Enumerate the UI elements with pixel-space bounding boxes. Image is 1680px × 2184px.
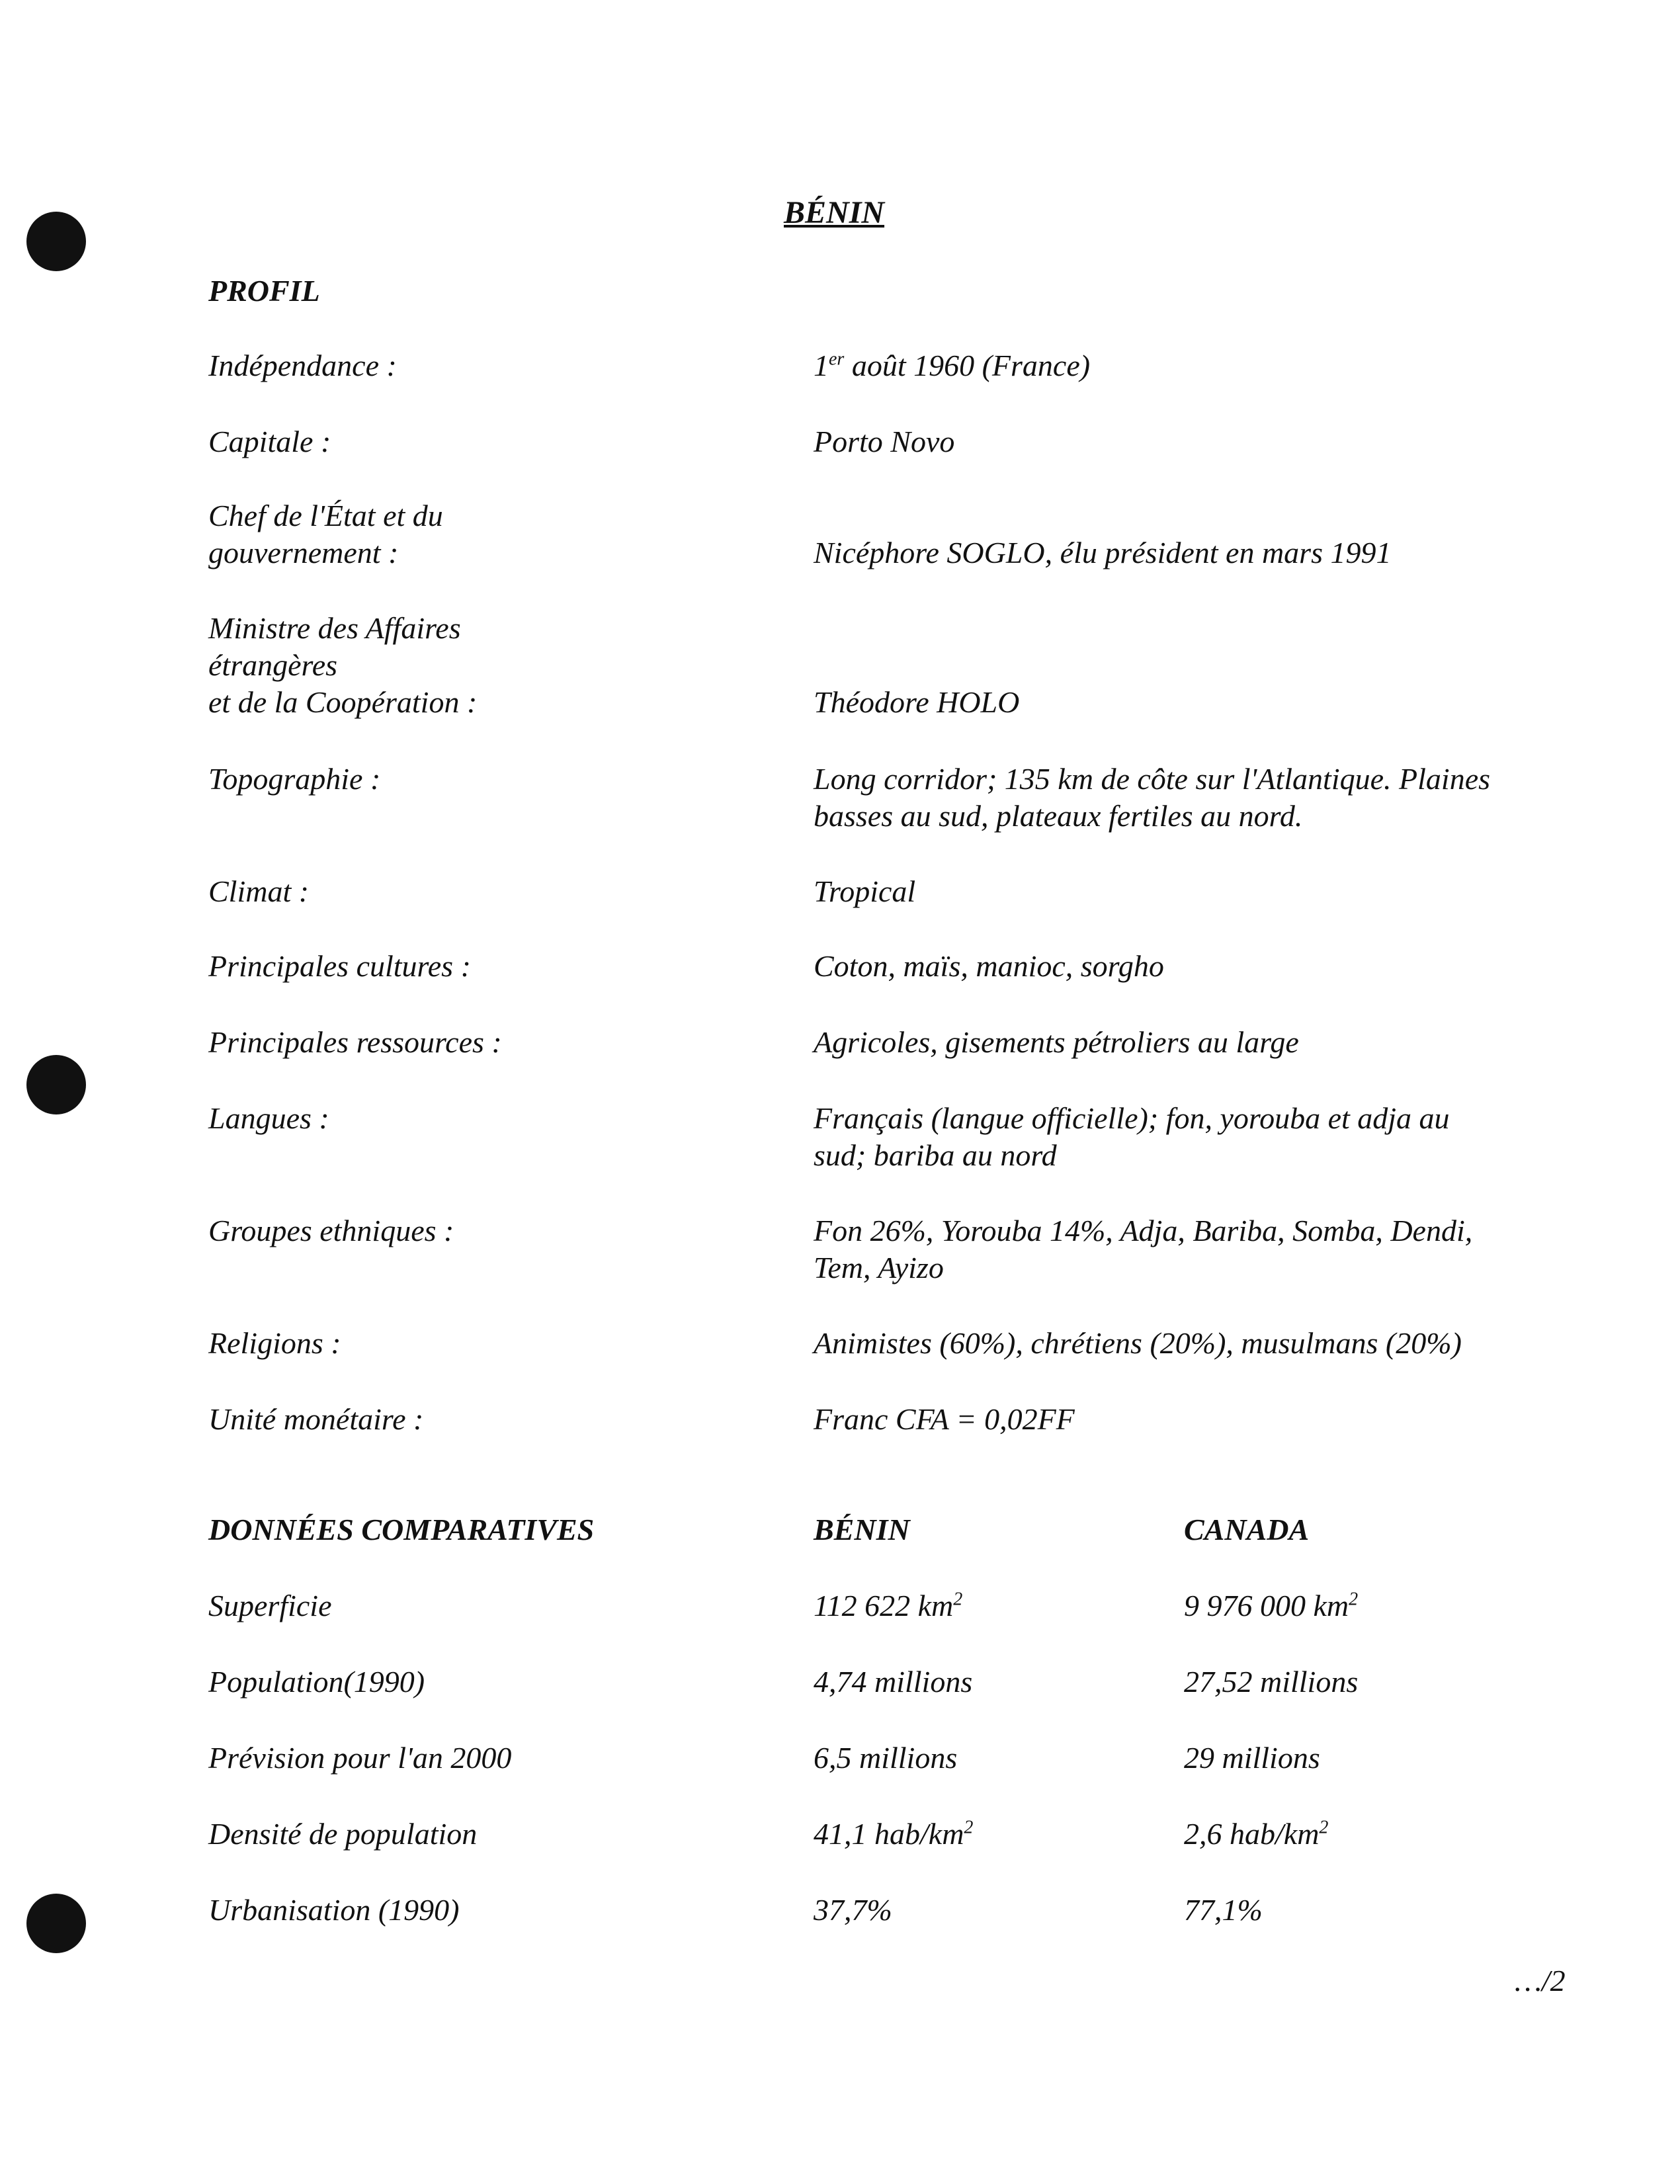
value-ressources: Agricoles, gisements pétroliers au large [814, 1025, 1299, 1059]
label-topographie: Topographie : [208, 762, 381, 796]
value-cultures: Coton, maïs, manioc, sorgho [814, 949, 1164, 983]
punch-hole-top [26, 212, 86, 271]
label-chef-etat-line1: Chef de l'État et du [208, 499, 443, 532]
comp-canada-superficie: 9 976 000 $km^2$ [1184, 1589, 1359, 1622]
punch-hole-bottom [26, 1894, 86, 1953]
label-chef-etat-line2: gouvernement : [208, 536, 399, 569]
comp-benin-population: 4,74 millions [814, 1665, 973, 1699]
label-groupes: Groupes ethniques : [208, 1214, 454, 1247]
label-ministre-line1: Ministre des Affaires [208, 611, 461, 645]
value-langues-line2: sud; bariba au nord [814, 1138, 1057, 1172]
comp-label-densite: Densité de population [208, 1817, 478, 1851]
label-cultures: Principales cultures : [208, 949, 471, 983]
comparative-heading: DONNÉES COMPARATIVES [208, 1513, 595, 1546]
label-climat: Climat : [208, 874, 310, 908]
page-title: BÉNIN [784, 195, 885, 230]
label-ministre-line3: et de la Coopération : [208, 685, 478, 719]
comparative-col-canada: CANADA [1184, 1513, 1310, 1546]
value-ministre: Théodore HOLO [814, 685, 1020, 719]
comp-canada-urbanisation: 77,1% [1184, 1893, 1263, 1927]
comp-benin-prevision: 6,5 millions [814, 1741, 958, 1775]
comp-canada-densite: 2,6 hab/$km^2$ [1184, 1817, 1329, 1851]
comp-label-population: Population(1990) [208, 1665, 425, 1699]
comp-benin-urbanisation: 37,7% [814, 1893, 892, 1927]
label-ressources: Principales ressources : [208, 1025, 502, 1059]
value-topographie-line1: Long corridor; 135 km de côte sur l'Atlantique. Plaines [814, 762, 1491, 796]
label-langues: Langues : [208, 1101, 329, 1135]
value-religions: Animistes (60%), chrétiens (20%), musulmans (20%) [814, 1326, 1462, 1360]
value-unite: Franc CFA = 0,02FF [814, 1402, 1075, 1436]
value-groupes-line1: Fon 26%, Yorouba 14%, Adja, Bariba, Somba, Dendi, [814, 1214, 1473, 1247]
comp-label-urbanisation: Urbanisation (1990) [208, 1893, 460, 1927]
punch-hole-middle [26, 1055, 86, 1114]
label-religions: Religions : [208, 1326, 341, 1360]
comp-canada-prevision: 29 millions [1184, 1741, 1320, 1775]
comp-label-superficie: Superficie [208, 1589, 332, 1622]
comp-benin-superficie: 112 622 $km^2$ [814, 1589, 963, 1622]
label-unite: Unité monétaire : [208, 1402, 424, 1436]
comparative-col-benin: BÉNIN [814, 1513, 910, 1546]
label-capitale: Capitale : [208, 425, 331, 458]
value-topographie-line2: basses au sud, plateaux fertiles au nord. [814, 799, 1303, 833]
value-capitale: Porto Novo [814, 425, 955, 458]
value-chef-etat: Nicéphore SOGLO, élu président en mars 1991 [814, 536, 1392, 569]
comp-label-prevision: Prévision pour l'an 2000 [208, 1741, 512, 1775]
label-independance: Indépendance : [208, 349, 397, 382]
label-ministre-line2: étrangères [208, 648, 338, 682]
profile-heading: PROFIL [208, 274, 320, 308]
value-independance: 1er août 1960 (France) [814, 349, 1091, 382]
page-continuation: …/2 [1515, 1964, 1566, 1997]
value-langues-line1: Français (langue officielle); fon, yorouba et adja au [814, 1101, 1450, 1135]
comp-canada-population: 27,52 millions [1184, 1665, 1359, 1699]
value-climat: Tropical [814, 874, 916, 908]
value-groupes-line2: Tem, Ayizo [814, 1251, 944, 1284]
comp-benin-densite: 41,1 hab/$km^2$ [814, 1817, 974, 1851]
